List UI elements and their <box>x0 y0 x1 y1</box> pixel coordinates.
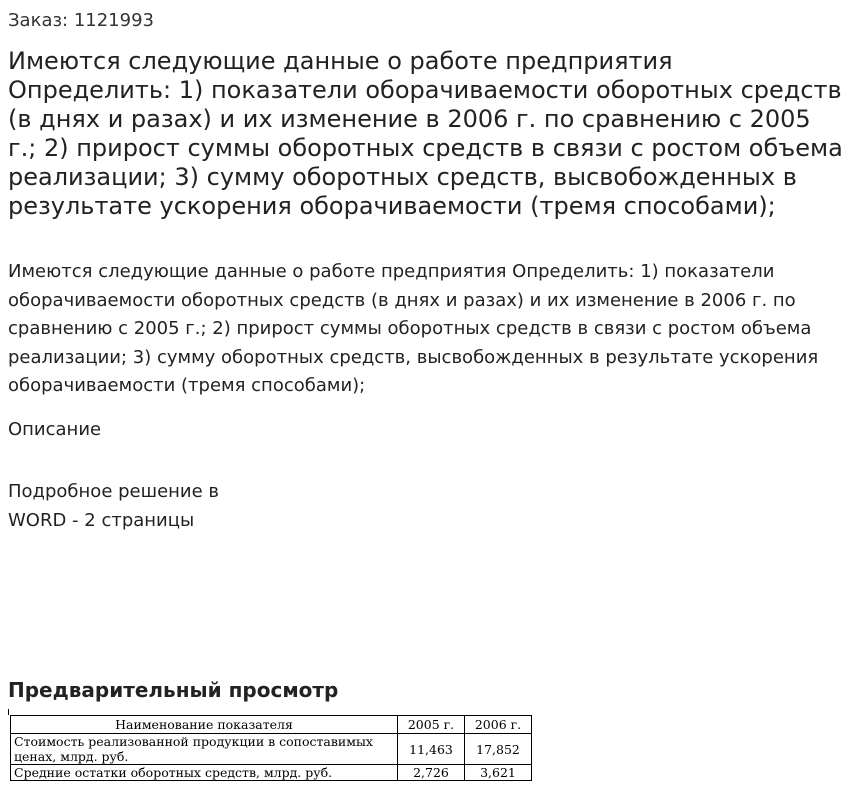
header-indicator-name: Наименование показателя <box>11 716 398 734</box>
header-year-2006: 2006 г. <box>465 716 532 734</box>
page-title: Имеются следующие данные о работе предприятия Определить: 1) показатели оборачиваемости оборотных средств (в днях и разах) и их изменение в 2006 г. по сравнению с 2005 г.; 2) прирост суммы оборотных средств в связи с ростом объема реализации; 3) сумму оборотных средств, высвобожденных в результате ускорения оборачиваемости (тремя способами); <box>8 47 843 220</box>
value-2005: 2,726 <box>398 765 465 781</box>
value-2006: 3,621 <box>465 765 532 781</box>
description-text: Подробное решение в WORD - 2 страницы <box>8 481 220 531</box>
preview-table <box>10 715 532 781</box>
indicator-name: Стоимость реализованной продукции в сопоставимых ценах, млрд. руб. <box>11 734 398 765</box>
value-2006: 17,852 <box>465 734 532 765</box>
order-number: Заказ: 1121993 <box>8 10 154 31</box>
table-row <box>11 734 532 765</box>
description-heading: Описание <box>8 419 102 440</box>
header-year-2005: 2005 г. <box>398 716 465 734</box>
table-row <box>11 765 532 781</box>
preview-crop-mark <box>8 709 9 715</box>
preview-image <box>8 709 541 801</box>
preview-table-header-row <box>11 716 532 734</box>
preview-heading: Предварительный просмотр <box>8 678 339 702</box>
indicator-name: Средние остатки оборотных средств, млрд. руб. <box>11 765 398 781</box>
value-2005: 11,463 <box>398 734 465 765</box>
task-text: Имеются следующие данные о работе предприятия Определить: 1) показатели оборачиваемости оборотных средств (в днях и разах) и их изменение в 2006 г. по сравнению с 2005 г.; 2) прирост суммы оборотных средств в связи с ростом объема реализации; 3) сумму оборотных средств, высвобожденных в результате ускорения оборачиваемости (тремя способами); <box>8 261 819 397</box>
